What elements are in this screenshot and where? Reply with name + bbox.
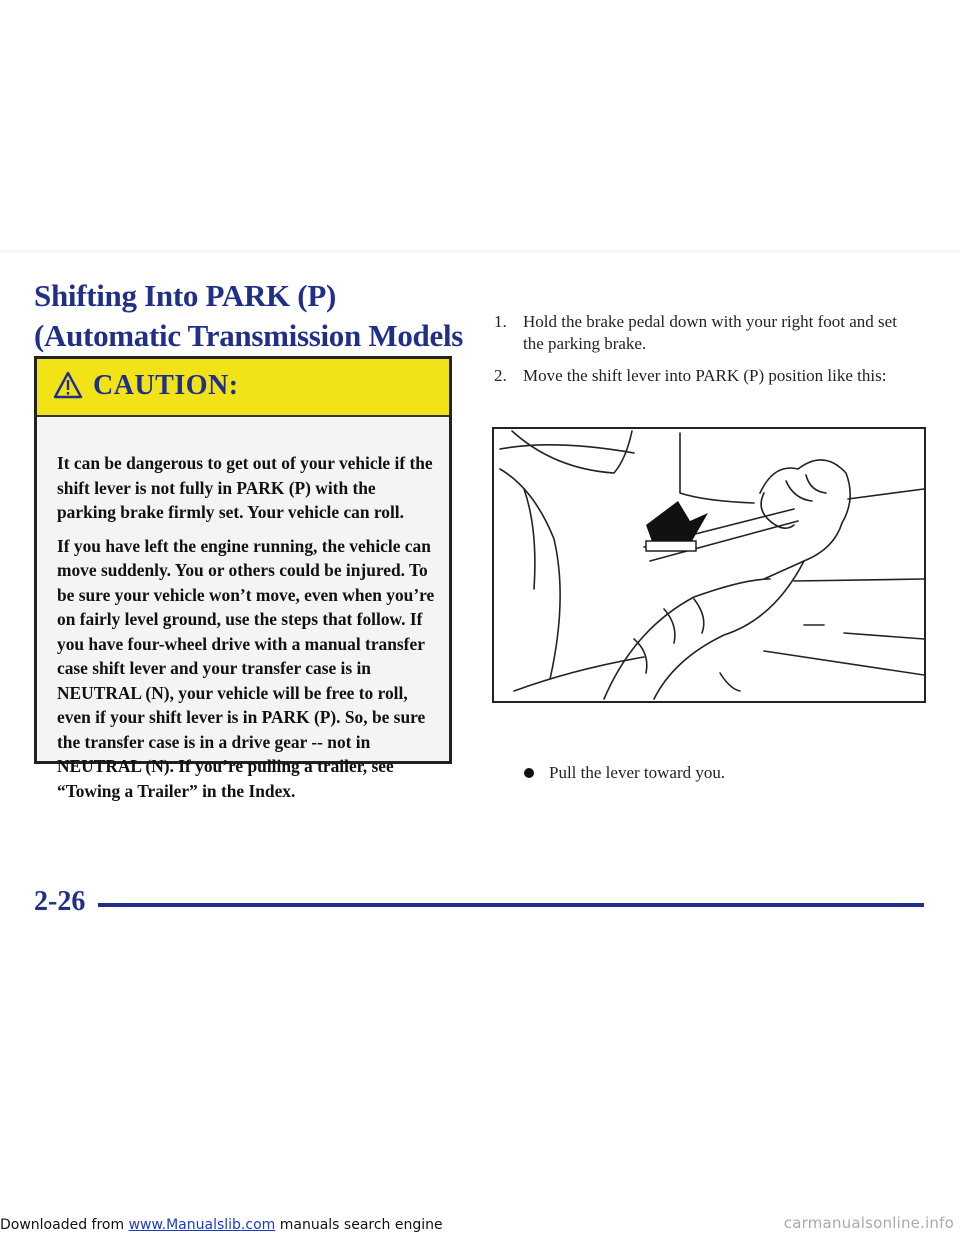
- step-text: Hold the brake pedal down with your right foot and set the parking brake.: [523, 312, 897, 353]
- bullet-item: [524, 762, 904, 784]
- step-list: [494, 311, 914, 397]
- step-number: 2.: [494, 366, 507, 385]
- caution-paragraph-1: It can be dangerous to get out of your vehicle if the shift lever is not fully in PARK (P) with the parking brake firmly set. Your vehicle can roll.: [57, 453, 433, 522]
- section-title-line-1: Shifting Into PARK (P): [34, 278, 336, 313]
- step-number: 1.: [494, 312, 507, 331]
- page-edge-shadow: [0, 250, 960, 254]
- watermark-suffix: manuals search engine: [275, 1217, 443, 1233]
- section-title-line-2: (Automatic Transmission Models: [34, 318, 464, 353]
- shift-lever-drawing: [494, 429, 924, 701]
- caution-header: [37, 359, 449, 417]
- site-logo: carmanualsonline.info: [783, 1214, 954, 1232]
- warning-triangle-icon: [53, 371, 83, 399]
- step-item: [494, 311, 914, 355]
- caution-label: CAUTION:: [93, 370, 239, 401]
- watermark-prefix: Downloaded from: [0, 1217, 129, 1233]
- footer-rule: [98, 903, 924, 907]
- bullet-dot-icon: [524, 768, 534, 778]
- bullet-text: Pull the lever toward you.: [549, 763, 726, 782]
- caution-paragraph-2: If you have left the engine running, the vehicle can move suddenly. You or others could be injured. To be sure your vehicle won’t move, even when you’re on fairly level ground, use the steps that follow. If you have four-wheel drive with a manual transfer case shift lever and your transfer case is in NEUTRAL (N), your vehicle will be free to roll, even if your shift lever is in PARK (P). So, be sure the transfer case is in a drive gear -- not in NEUTRAL (N). If you’re pulling a trailer, see “Towing a Trailer” in the Index.: [57, 535, 435, 801]
- page-number: 2-26: [34, 886, 86, 917]
- hand-pulling-shift-lever-illustration: [492, 427, 926, 703]
- manualslib-link[interactable]: www.Manualslib.com: [128, 1217, 276, 1233]
- direction-arrow-icon: [646, 501, 708, 551]
- step-item: [494, 365, 914, 387]
- step-text: Move the shift lever into PARK (P) position like this:: [523, 366, 887, 385]
- caution-body: [57, 451, 437, 812]
- download-watermark: [0, 1217, 443, 1233]
- caution-box: [34, 356, 452, 801]
